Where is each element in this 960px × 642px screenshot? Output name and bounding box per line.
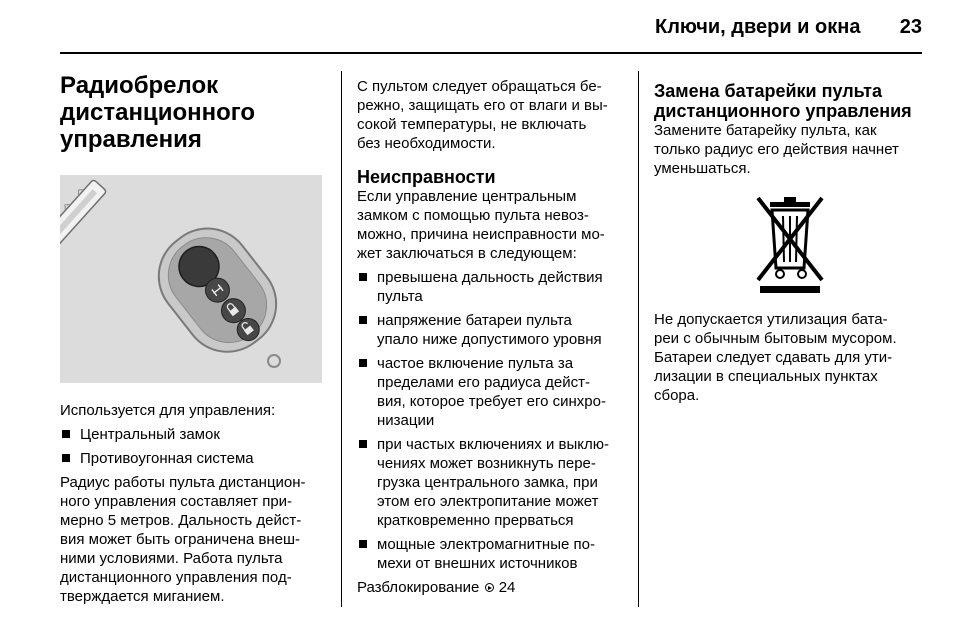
bullet-icon [359,440,367,448]
list-item-text: Центральный замок [80,426,220,443]
list-item-text: при частых включениях и выклю- чениях может возникнуть пере- грузка центрального замка, при этом его электропитание может кратковременно прерваться [377,436,609,529]
page-number: 23 [899,16,922,38]
section-title-remote: Радиобрелок дистанционного управления [60,72,256,153]
header-rule [60,52,922,54]
care-paragraph: С пультом следует обращаться бе- режно, защищать его от влаги и вы- сокой температуры, не включать без необходимости. [357,78,608,152]
list-item-text: превышена дальность действия пульта [377,269,603,305]
bullet-icon [62,430,70,438]
bullet-icon [62,454,70,462]
bullet-icon [359,273,367,281]
remote-key-fob-icon [60,175,322,383]
list-item [357,435,629,530]
crossed-out-bin-icon [750,192,830,296]
list-item [60,449,330,468]
list-item-text: мощные электромагнитные по- мехи от внешних источников [377,536,595,572]
disposal-paragraph: Не допускается утилизация бата- реи с обычным бытовым мусором. Батареи следует сдавать для ути- лизации в специальных пунктах сбора. [654,311,897,404]
disposal-figure [654,192,926,296]
battery-intro: Замените батарейку пульта, как только радиус его действия начнет уменьшаться. [654,122,899,177]
page-arrow-icon [485,583,494,592]
cross-reference-page: 24 [498,579,516,596]
list-item-text: частое включение пульта за пределами его радиуса дейст- вия, которое требует его синхро- низации [377,355,606,429]
bullet-icon [359,540,367,548]
cross-reference[interactable] [357,578,629,597]
range-paragraph: Радиус работы пульта дистанцион- ного управления составляет при- мерно 5 метров. Дальность дейст- вия может быть ограничена внеш- ними условиями. Работа пульта дистанционного управления под- тверждается миганием. [60,474,306,605]
list-item [357,311,629,349]
remote-key-fob-figure [60,175,322,383]
bullet-icon [359,359,367,367]
bullet-icon [359,316,367,324]
list-item [357,268,629,306]
list-item [60,425,330,444]
section-title-faults: Неисправности [357,167,496,187]
column-divider [341,71,342,607]
section-title-battery: Замена батарейки пульта дистанционного управления [654,81,912,121]
list-item-text: Противоугонная система [80,450,254,467]
faults-intro: Если управление центральным замком с помощью пульта невоз- можно, причина неисправности мо- жет заключаться в следующем: [357,188,605,262]
header-title: Ключи, двери и окна [655,16,861,38]
column-faults [357,68,629,597]
list-item [357,535,629,573]
faults-list [357,268,629,573]
list-item [357,354,629,430]
column-remote-control [60,68,330,606]
column-divider [638,71,639,607]
cross-reference-text: Разблокирование [357,579,480,596]
list-item-text: напряжение батареи пульта упало ниже допустимого уровня [377,312,602,348]
column-battery [654,68,926,405]
usage-list [60,425,330,468]
usage-intro: Используется для управления: [60,402,276,419]
